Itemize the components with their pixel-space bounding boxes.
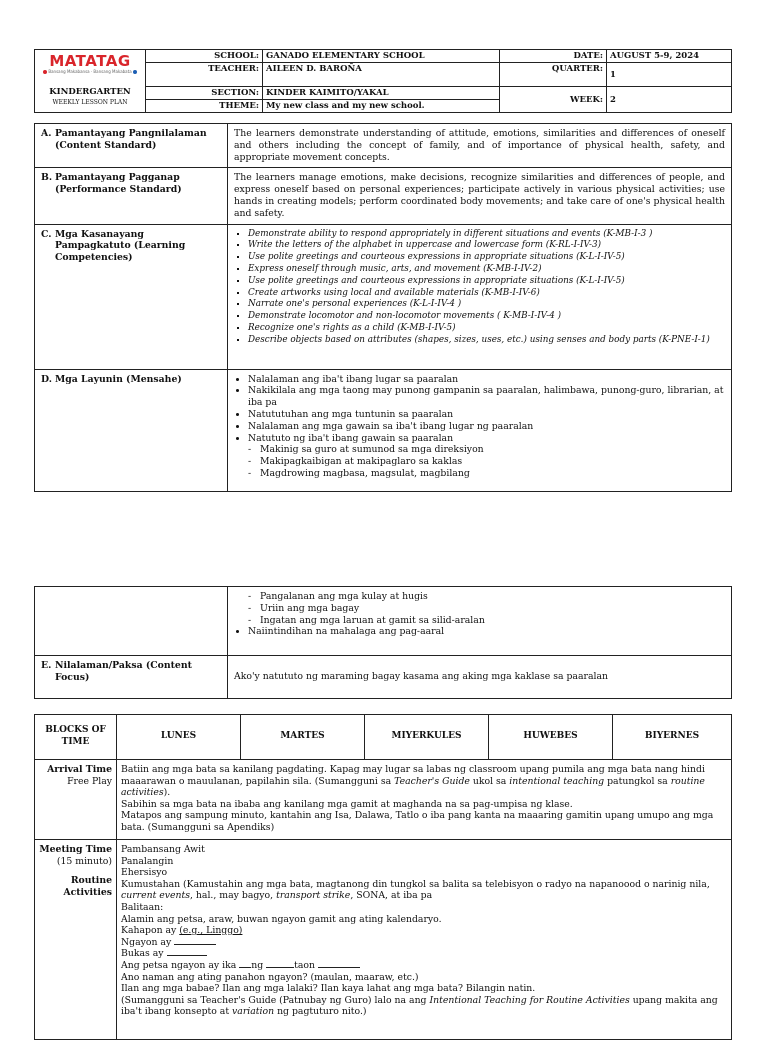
logo-cell [35,50,146,113]
school-label: SCHOOL: [146,50,263,63]
competency-item: ▪ Recognize one's rights as a child (K-MB-I-IV-5) [248,323,725,335]
competency-item: ▪ Describe objects based on attributes (shapes, sizes, uses, etc.) using senses and body parts (K-PNE-I-1) [248,335,725,347]
meeting-time-label: Meeting Time (15 minuto) Routine Activities [35,840,117,1040]
blocks-of-time-header: BLOCKS OF TIME [35,715,117,760]
day-header-huwebes: HUWEBES [489,715,613,760]
objective-subitem: - Magdrowing magbasa, magsulat, magbilang [260,468,725,480]
section-b-content: The learners manage emotions, make decisions, recognize similarities and differences of people, and express oneself based on personal experiences; participate actively in various physical activities; use hands in creating models; perform coordinated body movements; and take care of one's physical health and safety. [228,168,732,224]
section-value: KINDER KAIMITO/YAKAL [263,87,500,100]
section-e-label: E. Nilalaman/Paksa (Content Focus) [35,656,228,699]
logo-dot-blue [133,70,137,74]
arrival-time-label: Arrival Time Free Play [35,760,117,840]
blank-line [167,955,207,956]
quarter-label: QUARTER: [500,63,607,87]
objective-subitem: - Uriin ang mga bagay [260,603,725,615]
week-label: WEEK: [500,87,607,113]
objective-item: • Nalalaman ang iba't ibang lugar sa paaralan [248,374,725,386]
objective-subitem: - Pangalanan ang mga kulay at hugis [260,591,725,603]
section-e-content: Ako'y natututo ng maraming bagay kasama ang aking mga kaklase sa paaralan [228,656,732,699]
blank-line [318,967,360,968]
meeting-row [35,840,732,1040]
header-table [34,49,732,113]
objective-item: • Nakikilala ang mga taong may punong gampanin sa paaralan, halimbawa, punong-guro, librarian, at iba pa [248,385,725,409]
arrival-row [35,760,732,840]
date-label: DATE: [500,50,607,63]
objective-subitem: - Makinig sa guro at sumunod sa mga direksiyon [260,444,725,456]
competency-item: ▪ Write the letters of the alphabet in uppercase and lowercase form (K-RL-I-IV-3) [248,240,725,252]
meeting-time-content: Pambansang Awit Panalangin Ehersisyo Kumustahan (Kamustahin ang mga bata, magtanong din tungkol sa balita sa telebisyon o radyo na napanoood o narinig nila, current events, hal., may bagyo, transport strike, SONA, at iba pa Balitaan: Alamin ang petsa, araw, buwan ngayon gamit ang ating kalendaryo. Kahapon ay (e.g., Linggo) Ngayon ay Bukas ay Ang petsa ngayon ay ika ng taon Ano naman ang ating panahon ngayon? (maulan, maaraw, etc.) Ilan ang mga babae? Ilan ang mga lalaki? Ilan kaya lahat ang mga bata? Bilangin natin. (Sumangguni sa Teacher's Guide (Patnubay ng Guro) lalo na ang Intentional Teaching for Routine Activities upang makita ang iba't ibang konsepto at variation ng pagtuturo nito.) [117,840,732,1040]
section-a-content: The learners demonstrate understanding of attitude, emotions, similarities and differences of oneself and others including the concept of family, and of importance of physical health, safety, and appropriate movement concepts. [228,124,732,168]
teacher-label: TEACHER: [146,63,263,87]
arrival-time-content: Batiin ang mga bata sa kanilang pagdating. Kapag may lugar sa labas ng classroom upang pumila ang mga bata nang hindi maaarawan o mauulanan, papilahin sila. (Sumangguni sa Teacher's Guide ukol sa intentional teaching patungkol sa routine activities). Sabihin sa mga bata na ibaba ang kanilang mga gamit at maghanda na sa pag-umpisa ng klase. Matapos ang sampung minuto, kantahin ang Isa, Dalawa, Tatlo o iba pang kanta na maaaring gamitin upang umupo ang mga bata. (Sumangguni sa Apendiks) [117,760,732,840]
section-label: SECTION: [146,87,263,100]
section-c-label: C. Mga Kasanayang Pampagkatuto (Learning Competencies) [35,224,228,369]
day-header-lunes: LUNES [117,715,241,760]
blank-line [174,944,216,945]
competency-item: ▪ Express oneself through music, arts, and movement (K-MB-I-IV-2) [248,264,725,276]
objective-item: • Natututo ng iba't ibang gawain sa paaralan [248,433,725,445]
objective-subitem: - Makipagkaibigan at makipaglaro sa kaklas [260,456,725,468]
schedule-table [34,714,732,1040]
section-e-row [35,656,732,699]
level-label: KINDERGARTEN [49,87,131,97]
objective-subitem: - Ingatan ang mga laruan at gamit sa silid-aralan [260,615,725,627]
section-d-row [35,369,732,491]
section-d-label: D. Mga Layunin (Mensahe) [35,369,228,491]
objective-item: • Nalalaman ang mga gawain sa iba't ibang lugar ng paaralan [248,421,725,433]
school-value: GANADO ELEMENTARY SCHOOL [263,50,500,63]
section-c-content [228,224,732,369]
teacher-value: AILEEN D. BAROÑA [263,63,500,87]
competency-item: ▪ Use polite greetings and courteous expressions in appropriate situations (K-L-I-IV-5) [248,276,725,288]
schedule-header-row [35,715,732,760]
section-b-row [35,168,732,224]
section-c-row [35,224,732,369]
competency-item: ▪ Create artworks using local and available materials (K-MB-I-IV-6) [248,288,725,300]
section-d-content [228,369,732,491]
continuation-table [34,586,732,699]
section-a-row [35,124,732,168]
logo-tagline: Bansang Makabansa · Bansang Makabata [48,69,132,74]
matatag-logo: MATATAG [49,52,131,70]
theme-value: My new class and my new school. [263,100,500,113]
day-header-martes: MARTES [241,715,365,760]
day-header-biyernes: BIYERNES [613,715,732,760]
section-d-continued-label [35,587,228,656]
competency-item: ▪ Demonstrate locomotor and non-locomotor movements ( K-MB-I-IV-4 ) [248,311,725,323]
blank-line [266,967,294,968]
standards-table [34,123,732,492]
section-a-label: A. Pamantayang Pangnilalaman (Content Standard) [35,124,228,168]
competency-item: ▪ Use polite greetings and courteous expressions in appropriate situations (K-L-I-IV-5) [248,252,725,264]
quarter-value: 1 [607,63,732,87]
competency-item: ▪ Demonstrate ability to respond appropriately in different situations and events (K-MB-I-3 ) [248,229,725,241]
competency-item: ▪ Narrate one's personal experiences (K-L-I-IV-4 ) [248,299,725,311]
day-header-miyerkules: MIYERKULES [365,715,489,760]
logo-dot-red [43,70,47,74]
section-d-continued-row [35,587,732,656]
objective-item: • Natututuhan ang mga tuntunin sa paaralan [248,409,725,421]
weekly-plan-label: WEEKLY LESSON PLAN [52,99,128,106]
blank-line [239,967,251,968]
objective-item: • Naiintindihan na mahalaga ang pag-aaral [248,626,725,638]
date-value: AUGUST 5-9, 2024 [607,50,732,63]
section-b-label: B. Pamantayang Pagganap (Performance Standard) [35,168,228,224]
theme-label: THEME: [146,100,263,113]
week-value: 2 [607,87,732,113]
section-d-continued-content [228,587,732,656]
